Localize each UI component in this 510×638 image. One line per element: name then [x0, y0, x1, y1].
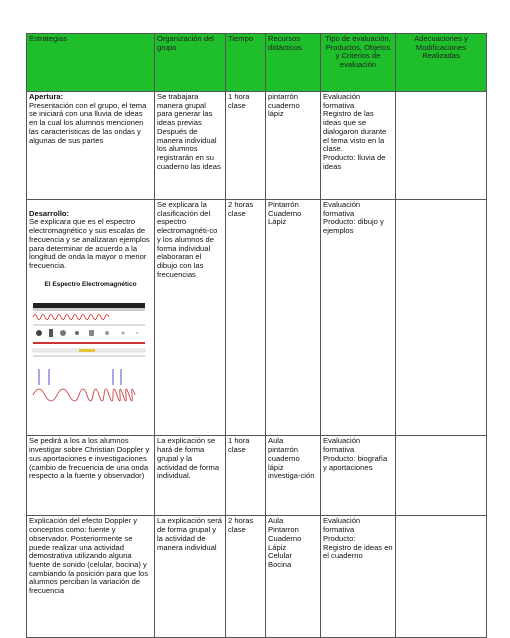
cell-recursos: Aula pintarrón cuaderno lápiz investiga-ción — [266, 436, 321, 516]
header-adecuaciones: Adecuaciones y Modificaciones Realizadas — [396, 34, 487, 92]
cell-adecuaciones — [396, 200, 487, 436]
cell-organizacion: La explicación será de forma grupal y la actividad de manera individual — [155, 516, 226, 638]
cell-organizacion: Se trabajara manera grupal para generar las ideas previas Después de manera individual los alumnos registrarán en su cuaderno las ideas — [155, 92, 226, 200]
row-title: Apertura: — [29, 92, 64, 101]
cell-evaluacion: Evaluación formativa Producto: dibujo y ejemplos — [321, 200, 396, 436]
table-row-apertura — [27, 92, 487, 200]
spectrum-figure — [29, 273, 152, 426]
cell-evaluacion: Evaluación formativa Producto: biografía y aportaciones — [321, 436, 396, 516]
cell-organizacion: La explicación se hará de forma grupal y la actividad de forma individual. — [155, 436, 226, 516]
cell-recursos: Pintarrón Cuaderno Lápiz — [266, 200, 321, 436]
cell-estrategia — [27, 200, 155, 436]
estrategia-text: Presentación con el grupo, el tema se iniciará con una lluvia de ideas en la cual los alumnos mencionen las características de las ondas y algunas de sus partes — [29, 100, 147, 145]
cell-tiempo: 1 hora clase — [226, 436, 266, 516]
header-evaluacion: Tipo de evaluación, Productos, Objetos y Criterios de evaluación — [321, 34, 396, 92]
cell-recursos: Aula Pintarron Cuaderno Lápiz Celular Bocina — [266, 516, 321, 638]
cell-evaluacion: Evaluación formativa Producto: Registro de ideas en el cuaderno — [321, 516, 396, 638]
cell-estrategia — [27, 516, 155, 638]
spectrum-title: El Espectro Electromagnético — [44, 281, 137, 289]
cell-evaluacion: Evaluación formativa Registro de las ideas que se dialogaron durante el tema visto en la clase. Producto: lluvia de ideas — [321, 92, 396, 200]
cell-adecuaciones — [396, 92, 487, 200]
header-row — [27, 34, 487, 92]
estrategia-text: Explicación del efecto Doppler y conceptos como: fuente y observador. Posteriormente se puede realizar una actividad demostrativa utilizando alguna fuente de sonido (celular, bocina) y cambiando la posición para que los alumnos perciban la variación de frecuencia — [29, 516, 149, 596]
spectrum-diagram — [29, 297, 149, 417]
table-row-doppler-research — [27, 436, 487, 516]
cell-tiempo: 2 horas clase — [226, 516, 266, 638]
cell-adecuaciones — [396, 516, 487, 638]
estrategia-text: Se explicara que es el espectro electromagnético y sus escalas de frecuencia y se analizaran ejemplos para determinar de acuerdo a la longitud de onda la mayor o menor frecuencia. — [29, 217, 150, 270]
cell-tiempo: 1 hora clase — [226, 92, 266, 200]
row-title: Desarrollo: — [29, 208, 70, 218]
estrategia-text: Se pedirá a los a los alumnos investigar sobre Christian Doppler y sus aportaciones e investigaciones (cambio de frecuencia de una onda respecto a la fuente y observador) — [29, 436, 150, 481]
header-recursos: Recursos didácticos — [266, 34, 321, 92]
planning-table — [26, 33, 487, 638]
cell-organizacion: Se explicara la clasificación del espectro electromagnéti-co y los alumnos de forma individual elaboraran el dibujo con las frecuencias — [155, 200, 226, 436]
cell-adecuaciones — [396, 436, 487, 516]
header-organizacion: Organización del grupo — [155, 34, 226, 92]
table-row-desarrollo — [27, 200, 487, 436]
header-tiempo: Tiempo — [226, 34, 266, 92]
cell-estrategia — [27, 92, 155, 200]
table-row-doppler-demo — [27, 516, 487, 638]
cell-tiempo: 2 horas clase — [226, 200, 266, 436]
cell-estrategia — [27, 436, 155, 516]
cell-recursos: pintarrón cuaderno lápiz — [266, 92, 321, 200]
header-estrategias: Estrategias — [27, 34, 155, 92]
